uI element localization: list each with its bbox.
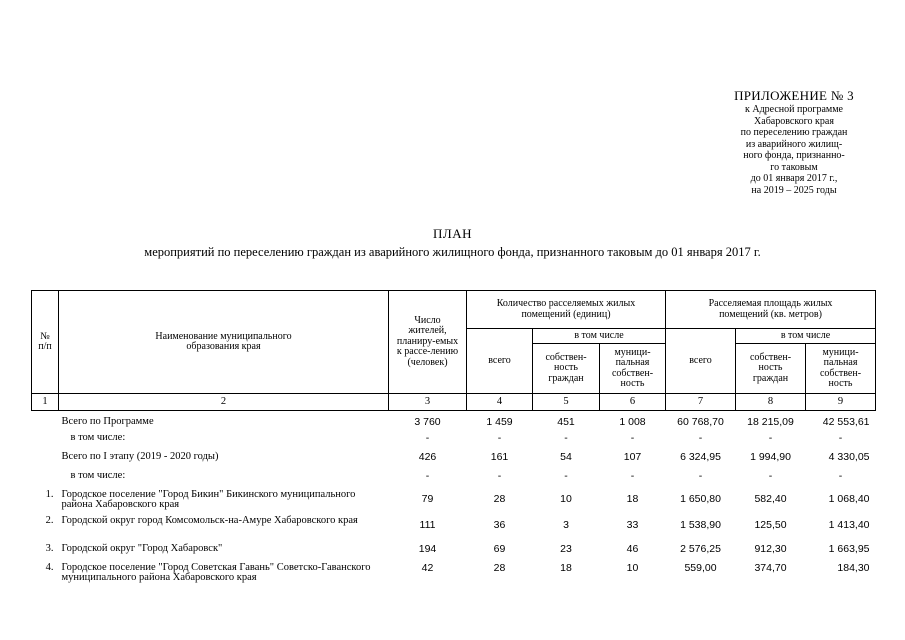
- row-value: 3 760: [414, 416, 441, 428]
- row-value: -: [425, 431, 430, 444]
- column-number: 6: [600, 394, 666, 411]
- row-value: 6 324,95: [680, 450, 721, 463]
- row-value: -: [497, 431, 502, 444]
- row-value: 107: [623, 450, 642, 463]
- row-value: 36: [493, 518, 506, 531]
- row-value: -: [768, 431, 773, 444]
- table-row: [32, 469, 876, 488]
- appendix-line: ного фонда, признанно-: [743, 150, 845, 161]
- row-value: 10: [626, 561, 639, 574]
- table-row: [32, 542, 876, 561]
- row-value: 161: [490, 450, 509, 463]
- row-num: 4.: [45, 561, 54, 573]
- row-value: 111: [419, 518, 436, 531]
- row-value: -: [698, 431, 703, 444]
- row-value: 33: [626, 518, 639, 531]
- column-number: 8: [736, 394, 806, 411]
- row-value: 1 663,95: [828, 542, 870, 555]
- header-units-total: всего: [467, 329, 533, 394]
- row-value: -: [630, 431, 635, 444]
- row-value: 1 538,90: [680, 518, 721, 531]
- document-title: ПЛАН: [433, 226, 472, 241]
- appendix-line: на 2019 – 2025 годы: [751, 184, 837, 196]
- header-units-including: в том числе: [533, 329, 666, 344]
- column-number: 5: [533, 394, 600, 411]
- row-value: 1 068,40: [828, 492, 870, 505]
- document-subtitle: мероприятий по переселению граждан из аварийного жилищного фонда, признанного таковым до 01 января 2017 г.: [144, 245, 761, 259]
- header-units-municipal: муници-пальная собствен-ность: [600, 344, 666, 394]
- row-name: Всего по Программе: [61, 416, 154, 427]
- row-value: 69: [493, 542, 506, 555]
- row-value: 23: [560, 542, 572, 555]
- row-name: Городское поселение "Город Бикин" Бикинского муниципального района Хабаровского края: [61, 488, 356, 510]
- header-num: № п/п: [32, 291, 59, 394]
- row-value: -: [497, 469, 502, 482]
- row-value: 1 413,40: [828, 518, 870, 531]
- row-num: 1.: [45, 488, 54, 500]
- row-name: в том числе:: [70, 431, 126, 443]
- row-value: 4 330,05: [828, 450, 870, 463]
- row-num: 2.: [45, 514, 54, 526]
- header-residents: Число жителей, планиру-емых к рассе-лению (человек): [389, 291, 467, 394]
- row-value: -: [838, 469, 843, 482]
- row-value: 79: [421, 492, 434, 505]
- header-name: Наименование муниципального образования края: [59, 291, 389, 394]
- row-value: 2 576,25: [680, 542, 721, 555]
- row-value: -: [768, 469, 773, 482]
- row-value: 3: [563, 518, 569, 531]
- row-value: -: [630, 469, 635, 482]
- row-value: 54: [560, 450, 572, 463]
- row-num: [32, 431, 59, 450]
- header-area-including: в том числе: [736, 329, 876, 344]
- table-row: [32, 514, 876, 542]
- row-value: 426: [418, 450, 437, 463]
- row-value: 28: [493, 561, 506, 574]
- table-row: [32, 450, 876, 469]
- row-value: 184,30: [837, 561, 870, 574]
- row-value: 46: [626, 542, 639, 555]
- row-value: 1 459: [486, 416, 513, 428]
- row-value: 1 994,90: [750, 450, 791, 463]
- appendix-line: к Адресной программе: [745, 104, 843, 115]
- header-units-group: Количество расселяемых жилых помещений (единиц): [467, 291, 666, 329]
- appendix-line: до 01 января 2017 г.,: [750, 173, 838, 184]
- row-value: 1 650,80: [680, 492, 721, 505]
- appendix-line: Хабаровского края: [754, 115, 834, 127]
- row-value: 374,70: [754, 561, 787, 574]
- appendix-block: [714, 88, 874, 196]
- row-value: -: [698, 469, 703, 482]
- row-value: -: [838, 431, 843, 444]
- appendix-line: го таковым: [770, 161, 818, 173]
- column-number: 2: [59, 394, 389, 411]
- column-number: 3: [389, 394, 467, 411]
- row-value: 125,50: [754, 518, 787, 531]
- row-name: Городское поселение "Город Советская Гавань" Советско-Гаванского муниципального района Хабаровского края: [61, 561, 371, 583]
- header-area-total: всего: [666, 329, 736, 394]
- row-name: Городской округ "Город Хабаровск": [61, 542, 223, 554]
- header-units-private: собствен-ность граждан: [533, 344, 600, 394]
- table-row: [32, 431, 876, 450]
- row-value: -: [425, 469, 430, 482]
- row-value: -: [564, 431, 568, 444]
- column-number: 4: [467, 394, 533, 411]
- header-area-group: Расселяемая площадь жилых помещений (кв. метров): [666, 291, 876, 329]
- row-value: 42 553,61: [822, 416, 870, 428]
- row-value: 28: [493, 492, 506, 505]
- row-value: 451: [557, 416, 575, 428]
- row-num: [32, 450, 59, 469]
- row-value: 10: [560, 492, 572, 505]
- header-area-private: собствен-ность граждан: [736, 344, 806, 394]
- column-number: 1: [32, 394, 59, 411]
- row-name: в том числе:: [70, 469, 126, 481]
- row-value: 582,40: [754, 492, 787, 505]
- row-value: -: [564, 469, 568, 482]
- row-value: 18 215,09: [747, 416, 794, 428]
- header-area-municipal: муници-пальная собствен-ность: [806, 344, 876, 394]
- column-number: 7: [666, 394, 736, 411]
- plan-table: [31, 290, 876, 597]
- appendix-line: по переселению граждан: [740, 127, 848, 138]
- row-value: 194: [418, 542, 437, 555]
- row-num: [32, 411, 59, 431]
- appendix-heading: ПРИЛОЖЕНИЕ № 3: [734, 88, 854, 103]
- row-value: 18: [560, 561, 572, 574]
- row-value: 1 008: [619, 416, 646, 428]
- row-num: [32, 469, 59, 488]
- row-num: 3.: [45, 542, 54, 554]
- row-name: Всего по I этапу (2019 - 2020 годы): [61, 450, 219, 462]
- row-value: 60 768,70: [677, 416, 724, 428]
- row-value: 559,00: [684, 561, 717, 574]
- table-row: [32, 411, 876, 431]
- row-value: 42: [421, 561, 434, 574]
- table-row: [32, 561, 876, 597]
- row-name: Городской округ город Комсомольск-на-Амуре Хабаровского края: [61, 514, 358, 526]
- row-value: 912,30: [754, 542, 787, 555]
- appendix-line: из аварийного жилищ-: [745, 138, 843, 150]
- row-value: 18: [626, 492, 639, 505]
- table-row: [32, 488, 876, 514]
- column-number: 9: [806, 394, 876, 411]
